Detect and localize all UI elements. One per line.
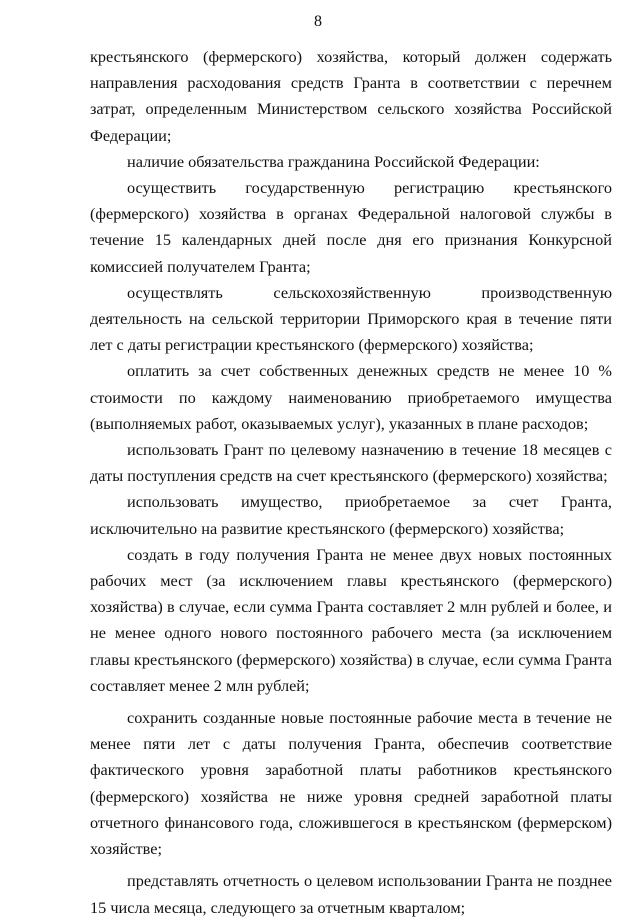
page-number: 8: [314, 13, 322, 30]
paragraph-6: использовать Грант по целевому назначению в течение 18 месяцев с даты поступления средств на счет крестьянского (фермерского) хозяйства;: [90, 440, 612, 486]
paragraph-7: использовать имущество, приобретаемое за счет Гранта, исключительно на развитие крестьянского (фермерского) хозяйства;: [90, 492, 612, 538]
paragraph-5: оплатить за счет собственных денежных средств не менее 10 % стоимости по каждому наименованию приобретаемого имущества (выполняемых работ, оказываемых услуг), указанных в плане расходов;: [90, 361, 612, 433]
paragraph-4: осуществлять сельскохозяйственную производственную деятельность на сельской территории Приморского края в течение пяти лет с даты регистрации крестьянского (фермерского) хозяйства;: [90, 282, 612, 355]
paragraph-1: крестьянского (фермерского) хозяйства, который должен содержать направления расходования средств Гранта в соответствии с перечнем затрат, определенным Министерством сельского хозяйства Российской Федерации;: [90, 47, 612, 145]
paragraph-9: сохранить созданные новые постоянные рабочие места в течение не менее пяти лет с даты получения Гранта, обеспечив соответствие фактического уровня заработной платы работников крестьянского (фермерского) хозяйства не ниже уровня средней заработной платы отчетного финансового года, сложившегося в крестьянском (фермерском) хозяйстве;: [90, 708, 612, 859]
paragraph-8: создать в году получения Гранта не менее двух новых постоянных рабочих мест (за исключением главы крестьянского (фермерского) хозяйства) в случае, если сумма Гранта составляет 2 млн рублей и более, и не менее одного нового постоянного рабочего места (за исключением главы крестьянского (фермерского) хозяйства) в случае, если сумма Гранта составляет менее 2 млн рублей;: [90, 544, 612, 695]
document-body: [90, 44, 612, 921]
paragraph-10: представлять отчетность о целевом использовании Гранта не позднее 15 числа месяца, следующего за отчетным кварталом;: [90, 871, 612, 917]
paragraph-3: осуществить государственную регистрацию крестьянского (фермерского) хозяйства в органах Федеральной налоговой службы в течение 15 календарных дней после дня его признания Конкурсной комиссией получателем Гранта;: [90, 178, 612, 276]
paragraph-2: наличие обязательства гражданина Российской Федерации:: [127, 151, 540, 171]
